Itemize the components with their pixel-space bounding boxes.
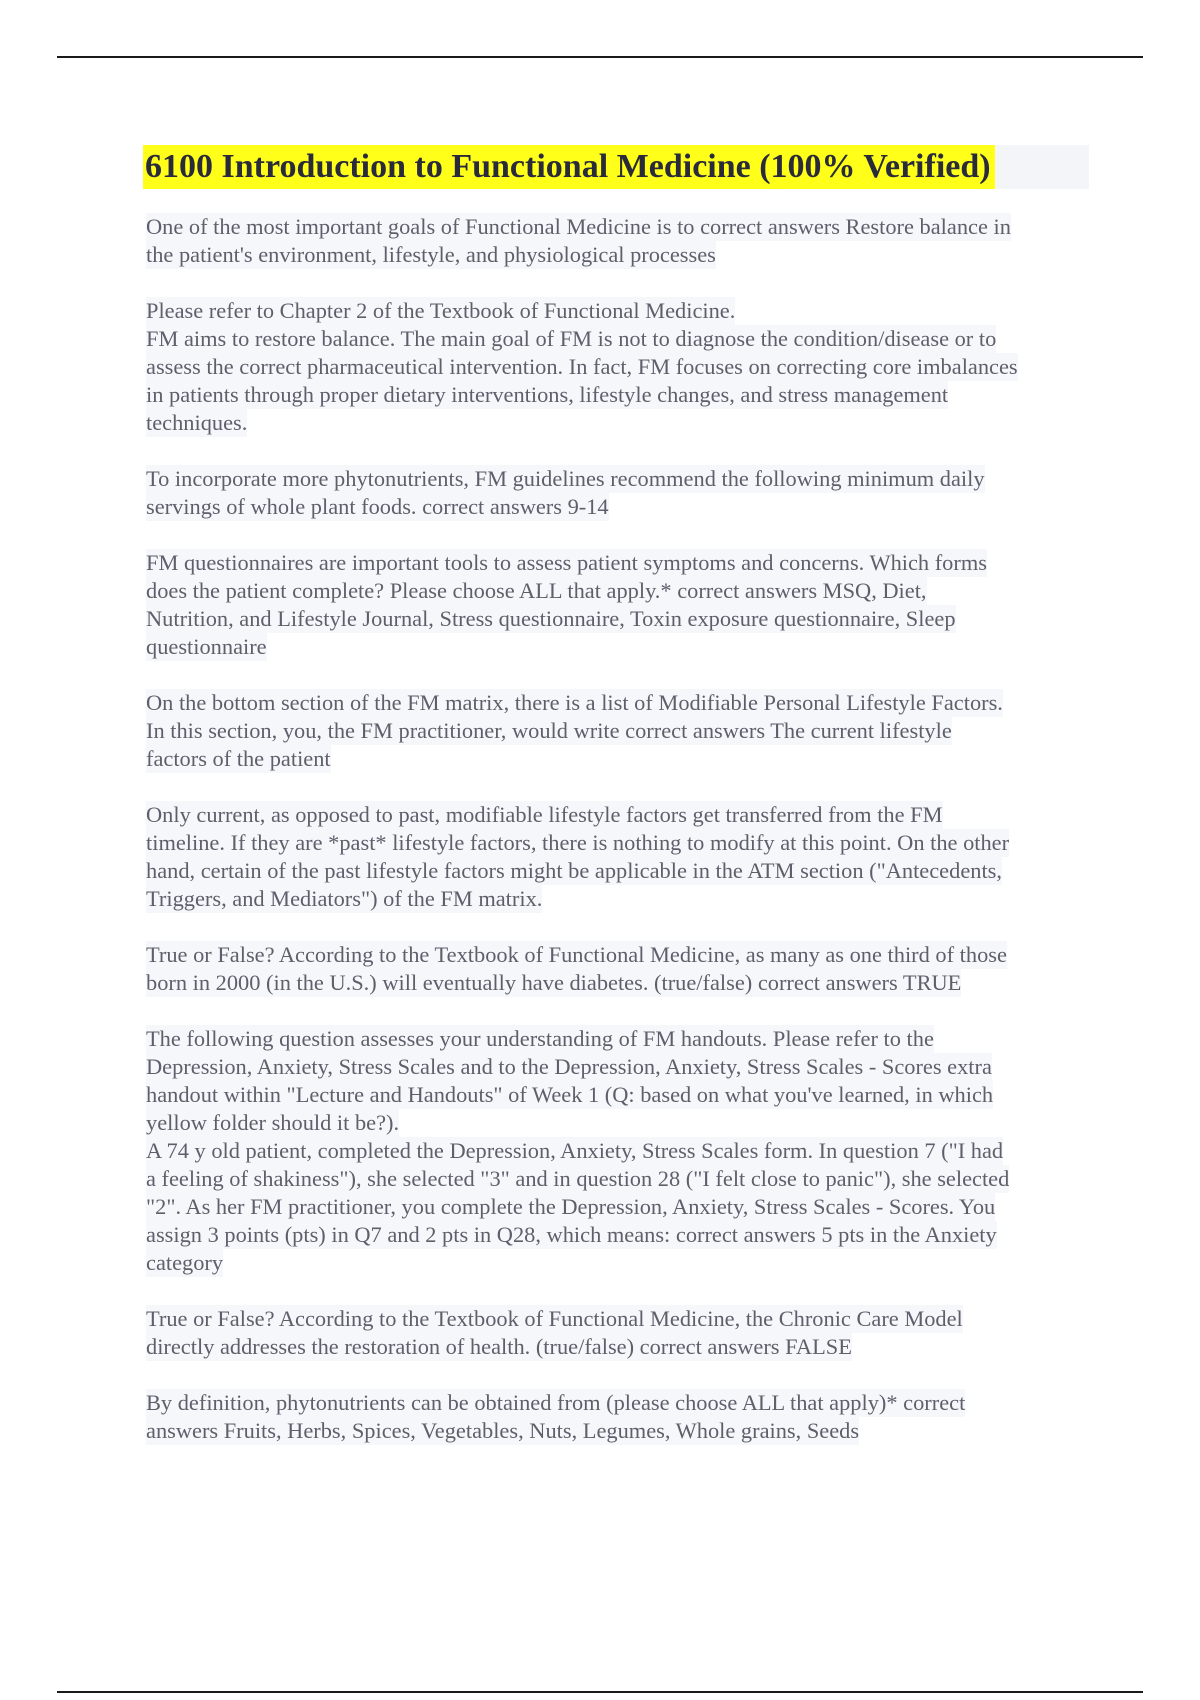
text-line: does the patient complete? Please choose ALL that apply.* correct answers MSQ, Diet,	[146, 578, 927, 603]
text-line: yellow folder should it be?).	[146, 1110, 400, 1135]
text-line: hand, certain of the past lifestyle factors might be applicable in the ATM section ("Antecedents,	[146, 858, 1002, 883]
bottom-rule	[57, 1691, 1143, 1693]
text-line: assign 3 points (pts) in Q7 and 2 pts in Q28, which means: correct answers 5 pts in the Anxiety	[146, 1222, 997, 1247]
text-line: in patients through proper dietary interventions, lifestyle changes, and stress management	[146, 382, 949, 407]
paragraph	[146, 213, 1091, 269]
text-line: A 74 y old patient, completed the Depression, Anxiety, Stress Scales form. In question 7 ("I had	[146, 1138, 1004, 1163]
text-line: The following question assesses your understanding of FM handouts. Please refer to the	[146, 1026, 934, 1051]
text-line: a feeling of shakiness"), she selected "3" and in question 28 ("I felt close to panic"), she selected	[146, 1166, 1010, 1191]
text-line: Only current, as opposed to past, modifiable lifestyle factors get transferred from the FM	[146, 802, 943, 827]
paragraph	[146, 689, 1091, 773]
text-line: On the bottom section of the FM matrix, there is a list of Modifiable Personal Lifestyle Factors.	[146, 690, 1003, 715]
text-line: Triggers, and Mediators") of the FM matrix.	[146, 886, 543, 911]
text-line: servings of whole plant foods. correct answers 9-14	[146, 494, 609, 519]
document-title: 6100 Introduction to Functional Medicine (100% Verified)	[143, 145, 995, 189]
paragraph	[146, 1025, 1091, 1277]
text-line: timeline. If they are *past* lifestyle factors, there is nothing to modify at this point. On the other	[146, 830, 1010, 855]
text-line: Depression, Anxiety, Stress Scales and to the Depression, Anxiety, Stress Scales - Scores extra	[146, 1054, 992, 1079]
document-body	[146, 213, 1091, 1473]
top-rule	[57, 56, 1143, 58]
paragraph	[146, 1305, 1091, 1361]
paragraph	[146, 801, 1091, 913]
text-line: True or False? According to the Textbook of Functional Medicine, as many as one third of those	[146, 942, 1007, 967]
text-line: factors of the patient	[146, 746, 331, 771]
paragraph	[146, 297, 1091, 437]
text-line: One of the most important goals of Functional Medicine is to correct answers Restore balance in	[146, 214, 1011, 239]
text-line: To incorporate more phytonutrients, FM guidelines recommend the following minimum daily	[146, 466, 985, 491]
text-line: questionnaire	[146, 634, 267, 659]
paragraph	[146, 941, 1091, 997]
text-line: techniques.	[146, 410, 248, 435]
text-line: the patient's environment, lifestyle, and physiological processes	[146, 242, 716, 267]
text-line: answers Fruits, Herbs, Spices, Vegetables, Nuts, Legumes, Whole grains, Seeds	[146, 1418, 860, 1443]
text-line: FM aims to restore balance. The main goal of FM is not to diagnose the condition/disease or to	[146, 326, 997, 351]
text-line: category	[146, 1250, 224, 1275]
paragraph	[146, 1389, 1091, 1445]
text-line: born in 2000 (in the U.S.) will eventually have diabetes. (true/false) correct answers TRUE	[146, 970, 962, 995]
text-line: True or False? According to the Textbook of Functional Medicine, the Chronic Care Model	[146, 1306, 963, 1331]
text-line: Nutrition, and Lifestyle Journal, Stress questionnaire, Toxin exposure questionnaire, Sleep	[146, 606, 956, 631]
text-line: handout within "Lecture and Handouts" of Week 1 (Q: based on what you've learned, in which	[146, 1082, 994, 1107]
paragraph	[146, 465, 1091, 521]
text-line: In this section, you, the FM practitioner, would write correct answers The current lifestyle	[146, 718, 952, 743]
text-line: "2". As her FM practitioner, you complete the Depression, Anxiety, Stress Scales - Scores. You	[146, 1194, 996, 1219]
text-line: directly addresses the restoration of health. (true/false) correct answers FALSE	[146, 1334, 852, 1359]
text-line: FM questionnaires are important tools to assess patient symptoms and concerns. Which forms	[146, 550, 987, 575]
text-line: Please refer to Chapter 2 of the Textbook of Functional Medicine.	[146, 298, 736, 323]
paragraph	[146, 549, 1091, 661]
text-line: By definition, phytonutrients can be obtained from (please choose ALL that apply)* correct	[146, 1390, 966, 1415]
text-line: assess the correct pharmaceutical intervention. In fact, FM focuses on correcting core imbalances	[146, 354, 1018, 379]
